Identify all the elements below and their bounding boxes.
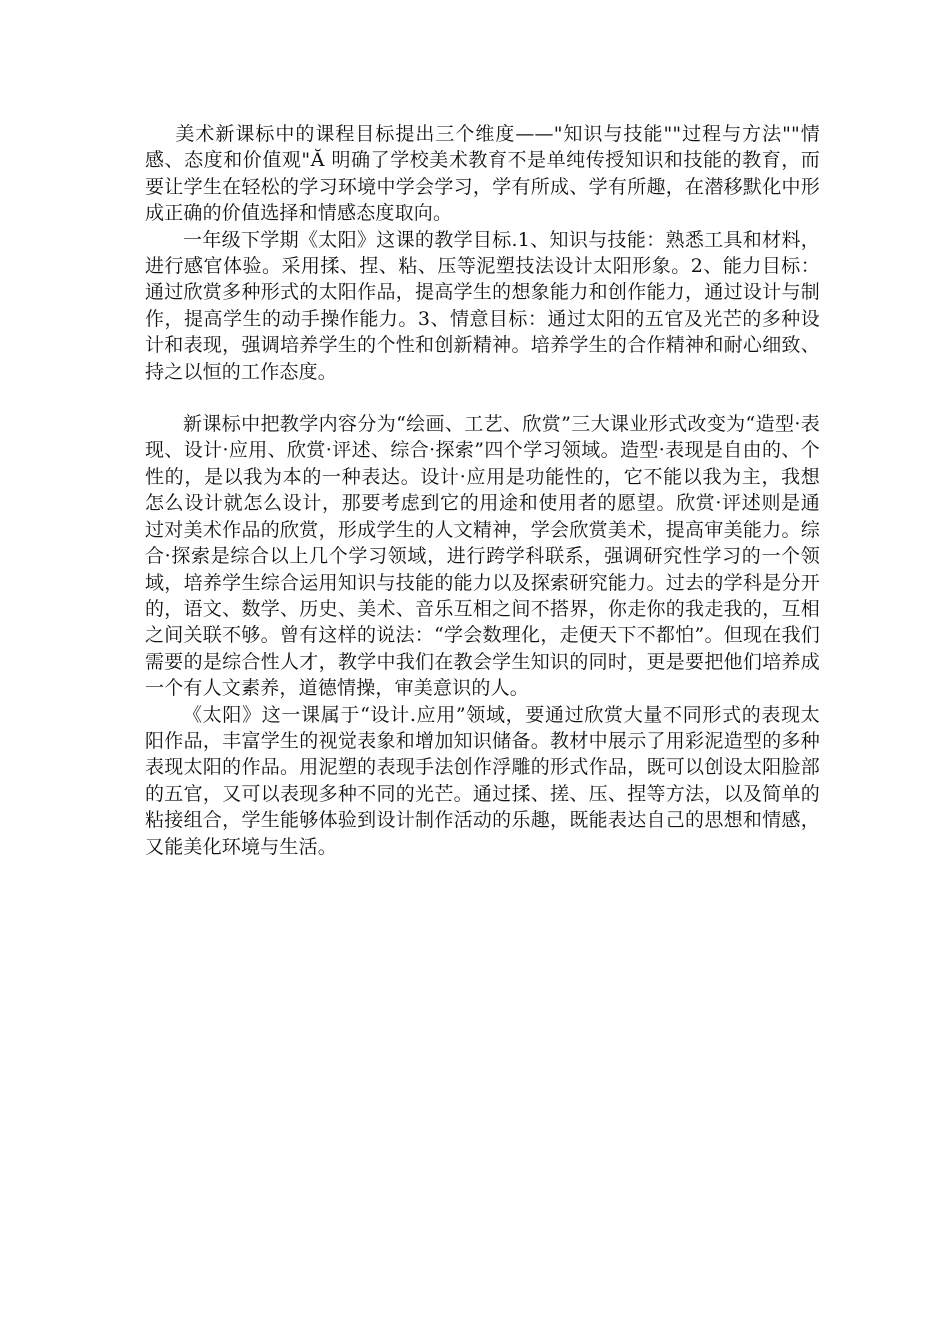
paragraph-sun-lesson: 《太阳》这一课属于“设计.应用”领域，要通过欣赏大量不同形式的表现太阳作品，丰富学生的视觉表象和增加知识储备。教材中展示了用彩泥造型的多种表现太阳的作品。用泥塑的表现手法创作浮雕的形式作品，既可以创设太阳脸部的五官，又可以表现多种不同的光芒。通过揉、搓、压、捏等方法，以及简单的粘接组合，学生能够体验到设计制作活动的乐趣，既能表达自己的思想和情感，又能美化环境与生活。 — [145, 703, 820, 858]
paragraph-curriculum-goals: 美术新课标中的课程目标提出三个维度——"知识与技能""过程与方法""情感、态度和价值观"Ӑ 明确了学校美术教育不是单纯传授知识和技能的教育，而要让学生在轻松的学习环境中学会学习，学有所成、学有所趣，在潜移默化中形成正确的价值选择和情感态度取向。 — [145, 123, 820, 225]
document-body — [145, 121, 820, 860]
paragraph-lesson-objectives: 一年级下学期《太阳》这课的教学目标.1、知识与技能：熟悉工具和材料，进行感官体验。采用揉、捏、粘、压等泥塑技法设计太阳形象。2、能力目标：通过欣赏多种形式的太阳作品，提高学生的想象能力和创作能力，通过设计与制作，提高学生的动手操作能力。3、情意目标：通过太阳的五官及光芒的多种设计和表现，强调培养学生的个性和创新精神。培养学生的合作精神和耐心细致、持之以恒的工作态度。 — [145, 228, 820, 383]
paragraph-learning-domains: 新课标中把教学内容分为“绘画、工艺、欣赏”三大课业形式改变为“造型·表现、设计·应用、欣赏·评述、综合·探索”四个学习领域。造型·表现是自由的、个性的，是以我为本的一种表达。设计·应用是功能性的，它不能以我为主，我想怎么设计就怎么设计，那要考虑到它的用途和使用者的愿望。欣赏·评述则是通过对美术作品的欣赏，形成学生的人文精神，学会欣赏美术，提高审美能力。综合·探索是综合以上几个学习领域，进行跨学科联系，强调研究性学习的一个领域，培养学生综合运用知识与技能的能力以及探索研究能力。过去的学科是分开的，语文、数学、历史、美术、音乐互相之间不搭界，你走你的我走我的，互相之间关联不够。曾有这样的说法：“学会数理化，走便天下不都怕”。但现在我们需要的是综合性人才，教学中我们在教会学生知识的同时，更是要把他们培养成一个有人文素养，道德情操，审美意识的人。 — [145, 413, 820, 700]
paragraph-spacer — [145, 385, 820, 411]
